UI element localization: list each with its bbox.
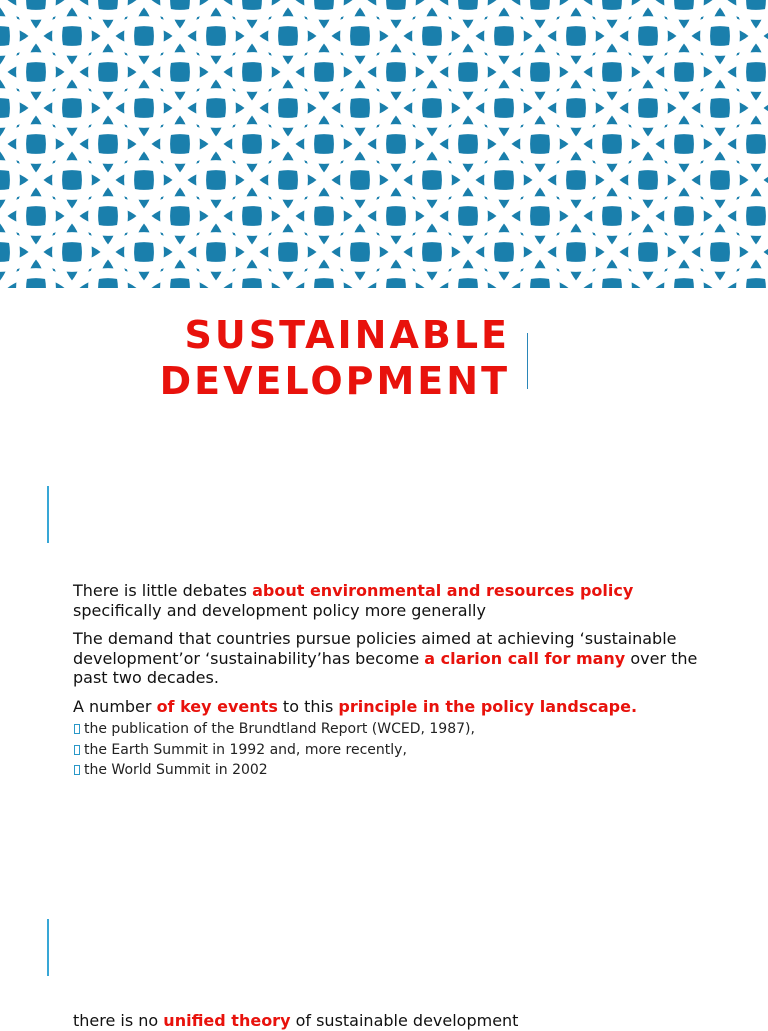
slide-body [73, 581, 713, 781]
list-item [73, 740, 713, 761]
text-run: there is no [73, 1011, 164, 1030]
highlight-text: about environmental and resources policy [252, 581, 634, 600]
highlight-text: of key events [156, 696, 278, 716]
paragraph-2 [73, 629, 713, 688]
title-divider [527, 333, 528, 389]
text-run: to this [277, 696, 339, 716]
bullet-icon [74, 745, 80, 755]
highlight-text: a clarion call for many [424, 648, 626, 668]
bullet-list [73, 719, 713, 781]
bullet-icon [74, 765, 80, 775]
text-run: of sustainable development [290, 1011, 519, 1030]
bullet-icon [74, 724, 80, 734]
title-line-1: SUSTAINABLE [184, 313, 510, 357]
title-line-2: DEVELOPMENT [159, 359, 510, 403]
list-item [73, 719, 713, 740]
highlight-text: unified theory [163, 1011, 291, 1030]
paragraph-1 [73, 581, 713, 620]
slide-accent-bar [47, 486, 49, 543]
text-run: A number [73, 696, 157, 716]
text-run: There is little debates [73, 581, 253, 600]
highlight-text: principle in the policy landscape. [338, 696, 638, 716]
bullet-text: the publication of the Brundtland Report (WCED, 1987), [84, 721, 475, 737]
list-item [73, 760, 713, 781]
header-circle-pattern [0, 0, 768, 288]
page-title [140, 312, 510, 404]
paragraph-4 [73, 1011, 518, 1031]
slide-accent-bar [47, 919, 49, 976]
bullet-text: the World Summit in 2002 [84, 762, 268, 778]
text-run: specifically and development policy more generally [73, 600, 486, 620]
bullet-text: the Earth Summit in 1992 and, more recently, [84, 741, 407, 758]
text-run: The demand that countries pursue policies aimed at achieving ‘sustainable development’or ‘sustainability’has become [73, 629, 677, 668]
text-run: over the past two decades. [73, 648, 698, 687]
paragraph-3 [73, 697, 713, 717]
